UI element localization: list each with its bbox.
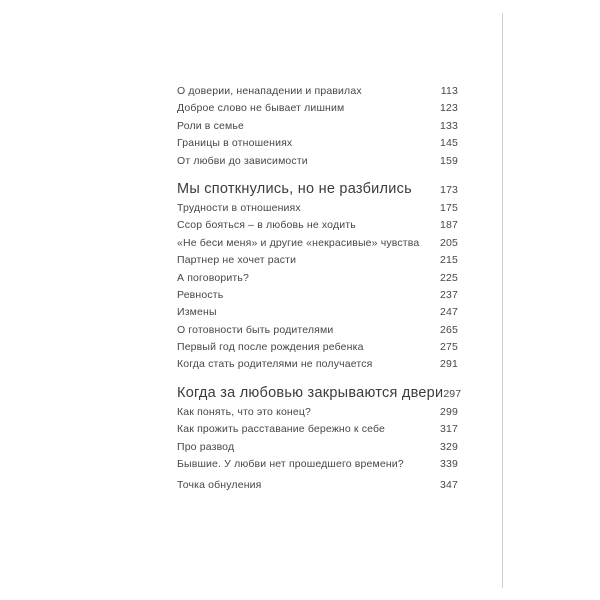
toc-entry-label: Роли в семье bbox=[177, 119, 244, 132]
toc-entry-label: Измены bbox=[177, 306, 217, 319]
toc-entry-page-number: 347 bbox=[440, 479, 458, 492]
toc-entry-page-number: 237 bbox=[440, 288, 458, 301]
toc-section bbox=[177, 83, 458, 170]
toc-entry bbox=[177, 339, 458, 356]
toc-heading-page-number: 173 bbox=[440, 183, 458, 196]
toc-entry bbox=[177, 252, 458, 269]
toc-entry-label: Первый год после рождения ребенка bbox=[177, 341, 364, 354]
toc-entry-page-number: 113 bbox=[440, 85, 458, 97]
toc-entry bbox=[177, 456, 458, 473]
toc-entry-label: Доброе слово не бывает лишним bbox=[177, 102, 345, 115]
toc-entry bbox=[177, 118, 458, 135]
toc-entry-label: Партнер не хочет расти bbox=[177, 254, 297, 267]
toc-entry-page-number: 225 bbox=[440, 271, 458, 284]
toc-heading-page-number: 297 bbox=[443, 387, 462, 400]
toc-entry-page-number: 329 bbox=[440, 440, 458, 453]
toc-entry bbox=[177, 200, 458, 217]
toc-entry bbox=[177, 477, 458, 494]
toc-entry-page-number: 275 bbox=[440, 341, 458, 354]
toc-entry-page-number: 145 bbox=[440, 137, 458, 150]
toc-entry bbox=[177, 270, 458, 287]
toc-heading-label: Когда за любовью закрываются двери bbox=[177, 384, 444, 401]
toc-section bbox=[177, 382, 462, 495]
toc-entry bbox=[177, 404, 458, 421]
toc-section-heading bbox=[177, 382, 462, 404]
toc-entry-label: От любви до зависимости bbox=[177, 154, 308, 167]
toc-entry-page-number: 159 bbox=[440, 154, 458, 167]
toc-entry-label: Ссор бояться – в любовь не ходить bbox=[177, 219, 356, 232]
toc-entry-label: Ревность bbox=[177, 288, 224, 301]
toc-entry-label: Границы в отношениях bbox=[177, 137, 293, 150]
toc-entry-page-number: 299 bbox=[440, 405, 458, 418]
toc-section bbox=[177, 178, 458, 374]
toc-entry bbox=[177, 421, 458, 438]
toc-entry-page-number: 133 bbox=[440, 119, 458, 132]
page-edge-line bbox=[502, 13, 503, 588]
toc-entry-page-number: 247 bbox=[440, 306, 458, 319]
toc-entry-label: Когда стать родителями не получается bbox=[177, 358, 373, 371]
toc-entry-page-number: 123 bbox=[440, 102, 458, 115]
toc-entry bbox=[177, 322, 458, 339]
toc-entry-page-number: 317 bbox=[440, 423, 458, 436]
toc-entry bbox=[177, 100, 458, 117]
toc-entry-label: О готовности быть родителями bbox=[177, 323, 334, 336]
toc-entry-page-number: 187 bbox=[440, 219, 458, 232]
toc-entry-page-number: 265 bbox=[440, 323, 458, 336]
toc-entry-label: А поговорить? bbox=[177, 271, 249, 284]
toc-entry-page-number: 215 bbox=[440, 254, 458, 267]
toc-entry-label: «Не беси меня» и другие «некрасивые» чувства bbox=[177, 236, 420, 249]
toc-entry bbox=[177, 135, 458, 152]
toc-entry-label: Бывшие. У любви нет прошедшего времени? bbox=[177, 458, 404, 471]
toc-entry-label: Как понять, что это конец? bbox=[177, 405, 312, 418]
toc-entry-label: Точка обнуления bbox=[177, 479, 262, 492]
toc-entry-page-number: 339 bbox=[440, 458, 458, 471]
toc-entry-label: Трудности в отношениях bbox=[177, 201, 301, 214]
toc-entry bbox=[177, 83, 458, 100]
toc-entry-page-number: 175 bbox=[440, 201, 458, 214]
toc-entry-page-number: 205 bbox=[440, 236, 458, 249]
table-of-contents bbox=[177, 83, 462, 495]
toc-entry bbox=[177, 217, 458, 234]
toc-entry bbox=[177, 153, 458, 170]
toc-entry bbox=[177, 235, 458, 252]
toc-section-heading bbox=[177, 178, 458, 200]
toc-entry-label: Про развод bbox=[177, 440, 235, 453]
toc-entry-label: О доверии, ненападении и правилах bbox=[177, 85, 362, 97]
toc-entry bbox=[177, 439, 458, 456]
toc-entry bbox=[177, 356, 458, 373]
toc-entry bbox=[177, 304, 458, 321]
toc-heading-label: Мы споткнулись, но не разбились bbox=[177, 180, 412, 197]
toc-entry-label: Как прожить расставание бережно к себе bbox=[177, 423, 386, 436]
toc-entry-page-number: 291 bbox=[440, 358, 458, 371]
toc-entry bbox=[177, 287, 458, 304]
